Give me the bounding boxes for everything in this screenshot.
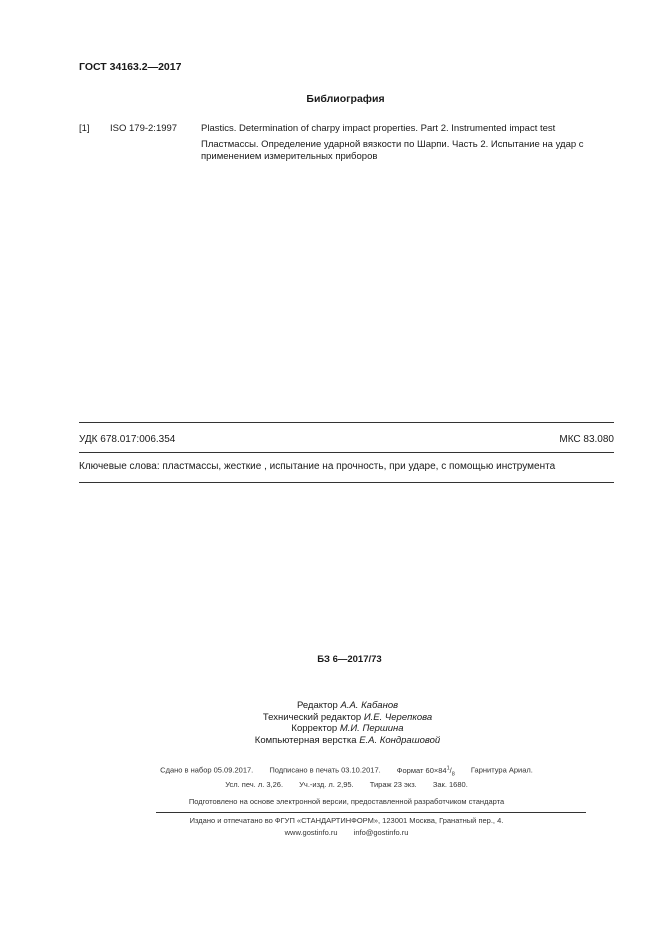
- publisher-contacts: [0, 828, 661, 837]
- publisher-info: Издано и отпечатано во ФГУП «СТАНДАРТИНФОРМ», 123001 Москва, Гранатный пер., 4.: [189, 816, 504, 825]
- bibliography-entry-standard: ISO 179-2:1997: [110, 123, 178, 134]
- prepared-note: Подготовлено на основе электронной версии, предоставленной разработчиком стандарта: [188, 797, 505, 806]
- divider-middle: [79, 452, 614, 453]
- staff-editor: Редактор А.А. Кабанов: [296, 700, 399, 711]
- keywords: Ключевые слова: пластмассы, жесткие , испытание на прочность, при ударе, с помощью инструмента: [79, 461, 556, 472]
- mks-code: МКС 83.080: [559, 434, 614, 445]
- bibliography-entry-number: [1]: [79, 123, 90, 134]
- document-header: ГОСТ 34163.2—2017: [79, 61, 182, 73]
- udk-code: УДК 678.017:006.354: [79, 434, 176, 445]
- staff-tech-editor: Технический редактор И.Е. Черепкова: [262, 711, 433, 723]
- bibliography-entry-title-en: Plastics. Determination of charpy impact properties. Part 2. Instrumented impact test: [201, 123, 556, 134]
- format: Формат $60\times 84^1/_8$: [396, 765, 455, 777]
- staff-layout: Компьютерная верстка Е.А. Кондрашовой: [254, 734, 441, 746]
- publication-line-2: Усл. печ. л. 3,26. Уч.-изд. л. 2,95. Тираж 23 экз. Зак. 1680.: [225, 780, 468, 789]
- publication-line-1: Сдано в набор 05.09.2017. Подписано в печать 03.10.2017. Формат $60\times 84^1/_8$ Гарнитура Ариал.: [160, 765, 533, 777]
- divider-top: [79, 422, 614, 423]
- bz-number: БЗ 6—2017/73: [317, 654, 382, 665]
- divider-bottom: [79, 482, 614, 483]
- bibliography-title: Библиография: [306, 93, 385, 105]
- email-link[interactable]: info@gostinfo.ru: [353, 828, 409, 837]
- website-link[interactable]: www.gostinfo.ru: [284, 828, 338, 837]
- staff-proofreader: Корректор М.И. Першина: [291, 723, 404, 734]
- bibliography-entry-title-ru: Пластмассы. Определение ударной вязкости по Шарпи. Часть 2. Испытание на удар с применением измерительных приборов: [201, 139, 584, 162]
- staff-list: [0, 700, 661, 746]
- divider-publisher: [156, 812, 586, 813]
